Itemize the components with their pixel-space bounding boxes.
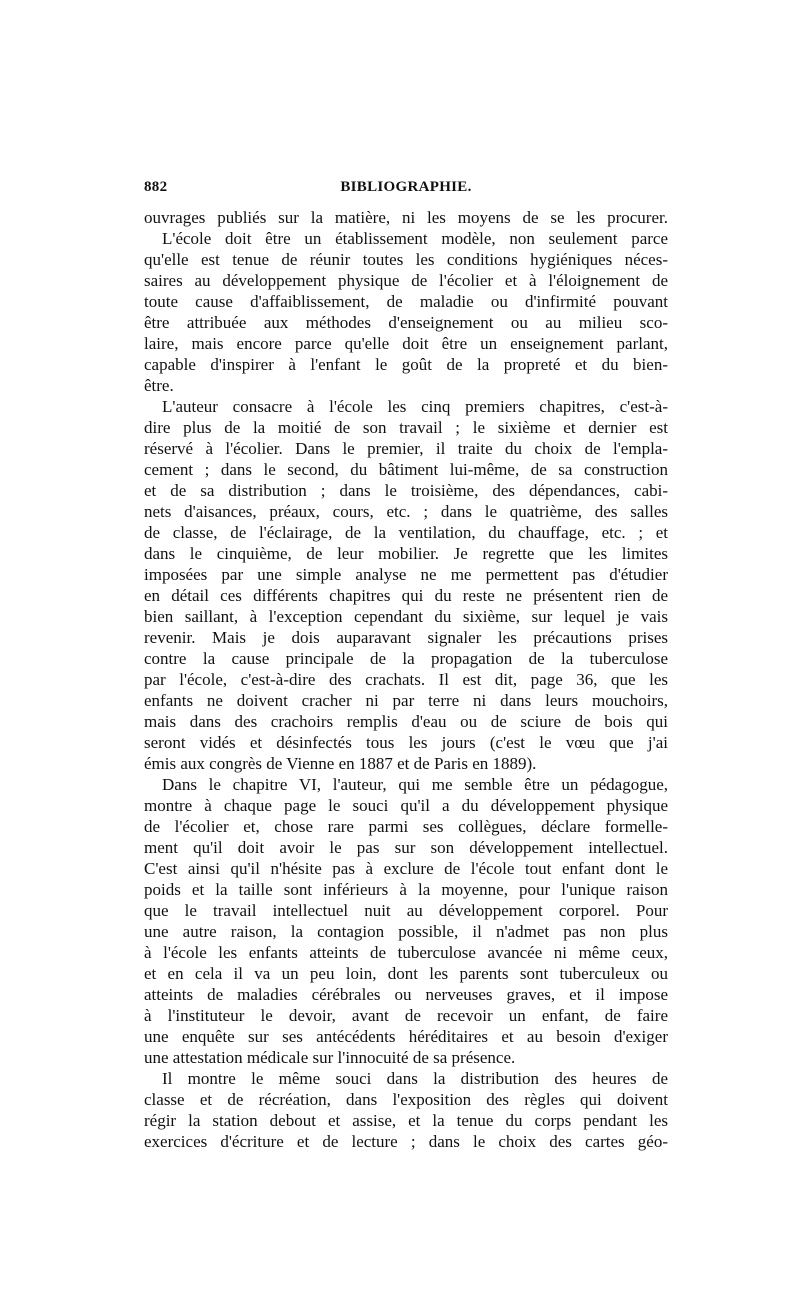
- text-line: par l'école, c'est-à-dire des crachats. Il est dit, page 36, que les: [144, 670, 668, 689]
- text-line: imposées par une simple analyse ne me permettent pas d'étudier: [144, 565, 668, 584]
- text-line: revenir. Mais je dois auparavant signaler les précautions prises: [144, 628, 668, 647]
- paragraph-first-line: Il montre le même souci dans la distribution des heures de: [162, 1069, 668, 1088]
- text-line: nets d'aisances, préaux, cours, etc. ; dans le quatrième, des salles: [144, 502, 668, 521]
- text-line: et de sa distribution ; dans le troisième, des dépendances, cabi-: [144, 481, 668, 500]
- paragraph-last-line: être.: [144, 376, 174, 395]
- text-line: montre à chaque page le souci qu'il a du développement physique: [144, 796, 668, 815]
- text-line: une enquête sur ses antécédents héréditaires et au besoin d'exiger: [144, 1027, 668, 1046]
- text-line: capable d'inspirer à l'enfant le goût de la propreté et du bien-: [144, 355, 668, 374]
- text-line: à l'école les enfants atteints de tuberculose avancée ni même ceux,: [144, 943, 668, 962]
- text-line: poids et la taille sont inférieurs à la moyenne, pour l'unique raison: [144, 880, 668, 899]
- paragraph-first-line: Dans le chapitre VI, l'auteur, qui me semble être un pédagogue,: [162, 775, 668, 794]
- text-line: ment qu'il doit avoir le pas sur son développement intellectuel.: [144, 838, 668, 857]
- text-line: régir la station debout et assise, et la tenue du corps pendant les: [144, 1111, 668, 1130]
- running-head: [144, 179, 668, 203]
- text-line: enfants ne doivent cracher ni par terre ni dans leurs mouchoirs,: [144, 691, 668, 710]
- page-number: 882: [144, 179, 168, 195]
- text-line: qu'elle est tenue de réunir toutes les conditions hygiéniques néces-: [144, 250, 668, 269]
- text-line: une autre raison, la contagion possible, il n'admet pas non plus: [144, 922, 668, 941]
- text-line: à l'instituteur le devoir, avant de recevoir un enfant, de faire: [144, 1006, 668, 1025]
- text-line: atteints de maladies cérébrales ou nerveuses graves, et il impose: [144, 985, 668, 1004]
- text-line: contre la cause principale de la propagation de la tuberculose: [144, 649, 668, 668]
- text-line: C'est ainsi qu'il n'hésite pas à exclure de l'école tout enfant dont le: [144, 859, 668, 878]
- text-line: mais dans des crachoirs remplis d'eau ou de sciure de bois qui: [144, 712, 668, 731]
- book-page: [144, 179, 668, 1152]
- paragraph-first-line: L'école doit être un établissement modèle, non seulement parce: [162, 229, 668, 248]
- text-line: que le travail intellectuel nuit au développement corporel. Pour: [144, 901, 668, 920]
- paragraph-first-line: L'auteur consacre à l'école les cinq premiers chapitres, c'est-à-: [162, 397, 668, 416]
- text-line: en détail ces différents chapitres qui du reste ne présentent rien de: [144, 586, 668, 605]
- text-line: et en cela il va un peu loin, dont les parents sont tuberculeux ou: [144, 964, 668, 983]
- text-line: classe et de récréation, dans l'exposition des règles qui doivent: [144, 1090, 668, 1109]
- text-line: ouvrages publiés sur la matière, ni les moyens de se les procurer.: [144, 208, 668, 227]
- text-line: toute cause d'affaiblissement, de maladie ou d'infirmité pouvant: [144, 292, 668, 311]
- text-line: saires au développement physique de l'écolier et à l'éloignement de: [144, 271, 668, 290]
- text-line: exercices d'écriture et de lecture ; dans le choix des cartes géo-: [144, 1132, 668, 1151]
- paragraph-last-line: une attestation médicale sur l'innocuité de sa présence.: [144, 1048, 516, 1067]
- paragraph-last-line: émis aux congrès de Vienne en 1887 et de Paris en 1889).: [144, 754, 537, 773]
- text-line: réservé à l'écolier. Dans le premier, il traite du choix de l'empla-: [144, 439, 668, 458]
- text-line: dire plus de la moitié de son travail ; le sixième et dernier est: [144, 418, 668, 437]
- text-line: de l'écolier et, chose rare parmi ses collègues, déclare formelle-: [144, 817, 668, 836]
- text-line: être attribuée aux méthodes d'enseignement ou au milieu sco-: [144, 313, 668, 332]
- text-line: cement ; dans le second, du bâtiment lui-même, de sa construction: [144, 460, 668, 479]
- body-text: [144, 207, 668, 1152]
- text-line: bien saillant, à l'exception cependant du sixième, sur lequel je vais: [144, 607, 668, 626]
- text-line: dans le cinquième, de leur mobilier. Je regrette que les limites: [144, 544, 668, 563]
- text-line: de classe, de l'éclairage, de la ventilation, du chauffage, etc. ; et: [144, 523, 668, 542]
- running-title: BIBLIOGRAPHIE.: [340, 179, 472, 195]
- text-line: laire, mais encore parce qu'elle doit être un enseignement parlant,: [144, 334, 668, 353]
- text-line: seront vidés et désinfectés tous les jours (c'est le vœu que j'ai: [144, 733, 668, 752]
